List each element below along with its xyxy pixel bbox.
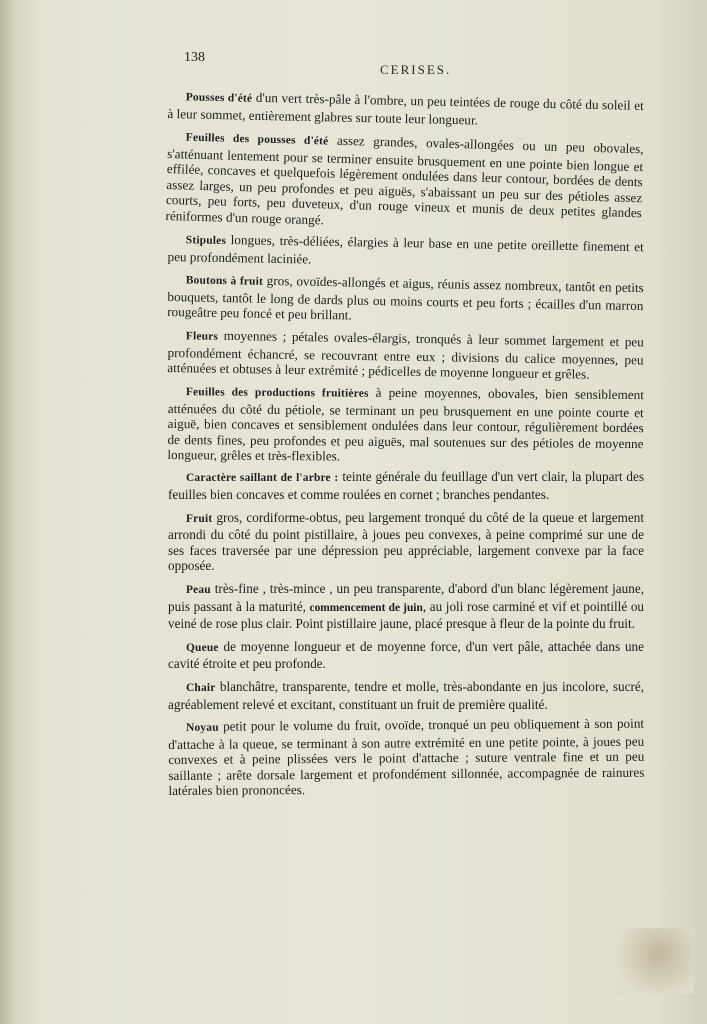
paragraph-caractere: [168, 469, 644, 502]
paragraph-lead: Stipules: [185, 234, 227, 247]
page-header: [184, 50, 644, 76]
paragraph-feuilles-productions: [167, 383, 644, 467]
paragraph-text: de moyenne longueur et de moyenne force, d'un vert pâle, attachée dans une cavité étroite et peu profonde.: [168, 638, 644, 672]
paragraph-text-after: , au joli rose carminé et vif et pointillé ou veiné de rose plus clair. Point pistillaire jaune, placé presque à fleur de la pointe du fruit.: [168, 598, 645, 632]
paragraph-noyau: [168, 716, 645, 799]
running-title: CERISES.: [380, 62, 452, 77]
paragraph-lead: Feuilles des pousses d'été: [185, 131, 329, 148]
paragraph-text: moyennes ; pétales ovales-élargis, tronqués à leur sommet largement et peu profondément échancré, se recouvrant entre eux ; divisions du calice moyennes, peu atténuées et obtuses à leur extrémité ; pédicelles de moyenne longueur et grêles.: [167, 327, 644, 382]
paragraph-pousses: [167, 88, 644, 131]
page-number: 138: [184, 50, 205, 65]
paragraph-text: petit pour le volume du fruit, ovoïde, tronqué un peu obliquement à son point d'attache à la queue, se terminant à son autre extrémité en une petite pointe, à joues peu convexes et à peine plissées vers le point d'attache ; suture ventrale fine et un peu saillante ; arête dorsale largement et profondément sillonnée, accompagnée de rainures latérales bien prononcées.: [168, 715, 645, 799]
paragraph-chair: [168, 679, 644, 712]
paragraph-lead: Pousses d'été: [185, 91, 253, 105]
paragraph-lead: Fleurs: [185, 330, 219, 343]
paragraph-lead: Chair: [186, 682, 216, 694]
body-text: [165, 88, 645, 806]
paragraph-feuilles-pousses: [165, 128, 643, 237]
paragraph-text: gros, cordiforme-obtus, peu largement tronqué du côté de la queue et largement arrondi du côté du point pistillaire, à joues peu convexes, à peine comprimé sur une de ses faces traversée par une dépression peu appréciable, largement convexe par la face opposée.: [168, 509, 644, 574]
ripening-date: commencement de juin: [309, 601, 423, 614]
paragraph-text: teinte générale du feuillage d'un vert clair, la plupart des feuilles bien concaves et comme roulées en cornet ; branches pendantes.: [168, 469, 644, 503]
scanner-thumb-shadow: [616, 928, 694, 994]
paragraph-lead: Caractère saillant de l'arbre :: [186, 472, 339, 485]
paragraph-boutons: [167, 271, 644, 329]
paragraph-text: d'un vert très-pâle à l'ombre, un peu teintées de rouge du côté du soleil et à leur sommet, entièrement glabres sur toute leur longueur.: [167, 89, 644, 128]
page-binding-edge: [0, 0, 16, 1024]
paragraph-fruit: [168, 510, 644, 574]
paragraph-text: assez grandes, ovales-allongées ou un peu obovales, s'atténuant lentement pour se terminer ensuite brusquement en une pointe bien longue et effilée, concaves et quelquefois légèrement ondulées dans leur contour, bordées de dents assez larges, un peu profondes et peu aiguës, s'abaissant un peu sur des pétioles assez courts, peu forts, peu duveteux, d'un rouge vineux et munis de deux petites glandes réniformes d'un rouge orangé.: [165, 132, 644, 228]
paragraph-stipules: [167, 231, 644, 272]
paragraph-text: à peine moyennes, obovales, bien sensiblement atténuées du côté du pétiole, se terminant un peu brusquement en une pointe courte et aiguë, bien concaves et sensiblement ondulées dans leur contour, régulièrement bordées de dents fines, peu profondes et peu aiguës, mal soutenues sur des pétioles de moyenne longueur, grêles et très-flexibles.: [167, 384, 644, 464]
paragraph-lead: Queue: [186, 641, 219, 654]
paragraph-queue: [168, 639, 644, 672]
paragraph-lead: Fruit: [186, 512, 213, 525]
paragraph-text: blanchâtre, transparente, tendre et molle, très-abondante en jus incolore, sucré, agréablement relevé et excitant, constituant un fruit de première qualité.: [168, 679, 644, 712]
paragraph-lead: Boutons à fruit: [185, 274, 264, 288]
paragraph-lead: Peau: [186, 584, 211, 597]
paragraph-peau: [168, 581, 644, 632]
paragraph-text: gros, ovoïdes-allongés et aigus, réunis assez nombreux, tantôt en petits bouquets, tantôt le long de dards plus ou moins courts et peu forts ; écailles d'un marron rougeâtre peu foncé et peu brillant.: [167, 272, 644, 323]
paragraph-text: très-fine , très-mince , un peu transparente, d'abord d'un blanc légèrement jaune, puis passant à la maturité,: [168, 581, 644, 614]
paragraph-fleurs: [167, 327, 644, 383]
paragraph-lead: Feuilles des productions fruitières: [185, 385, 369, 400]
paragraph-text: longues, très-déliées, élargies à leur base en une petite oreillette finement et peu profondément laciniée.: [167, 231, 644, 266]
paragraph-lead: Noyau: [186, 721, 219, 735]
